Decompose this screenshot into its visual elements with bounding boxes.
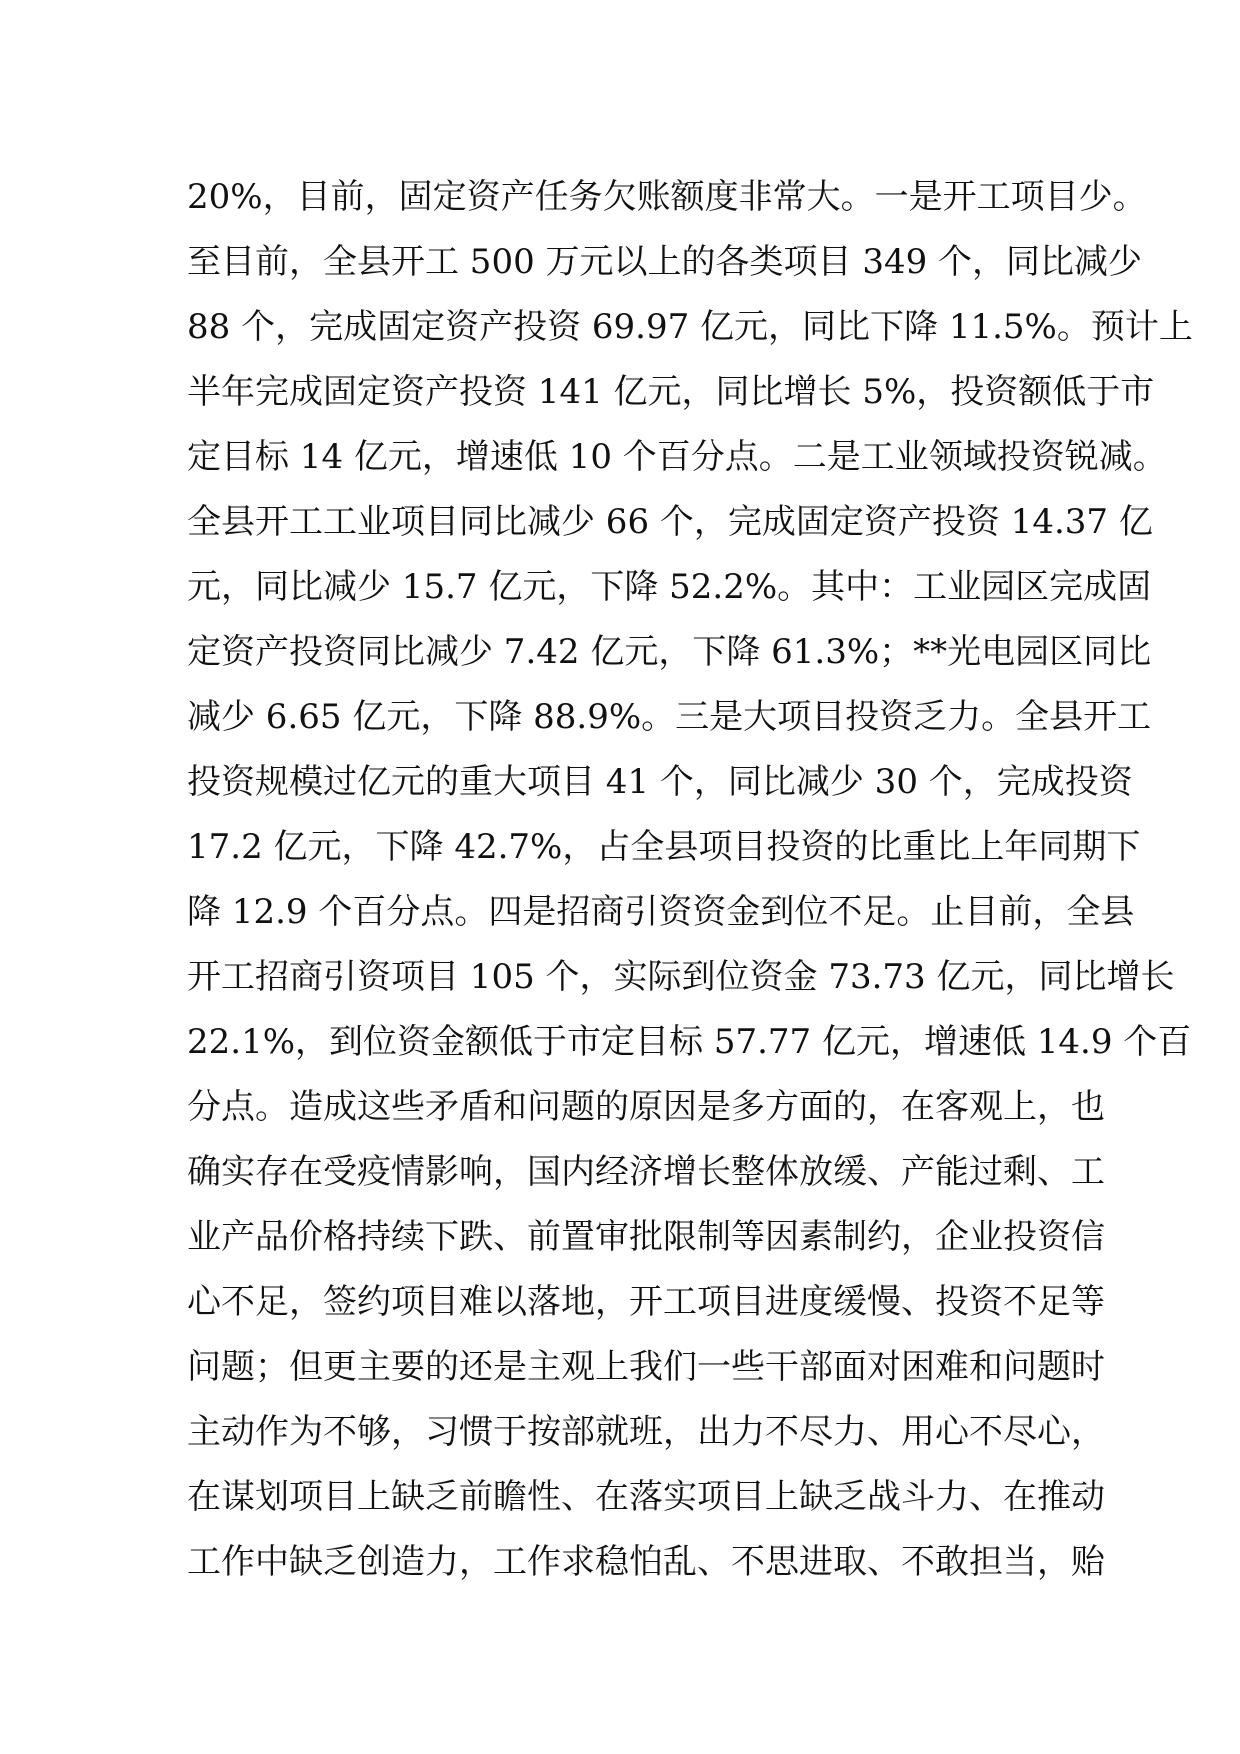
- text-line-3: 88 个，完成固定资产投资 69.97 亿元，同比下降 11.5%。预计上: [187, 307, 1193, 347]
- text-line-9: 减少 6.65 亿元，下降 88.9%。三是大项目投资乏力。全县开工: [187, 697, 1152, 737]
- text-line-4: 半年完成固定资产投资 141 亿元，同比增长 5%，投资额低于市: [187, 372, 1155, 412]
- text-line-2: 至目前，全县开工 500 万元以上的各类项目 349 个，同比减少: [187, 242, 1143, 282]
- text-line-17: 业产品价格持续下跌、前置审批限制等因素制约，企业投资信: [187, 1217, 1105, 1257]
- text-line-1: 20%，目前，固定资产任务欠账额度非常大。一是开工项目少。: [187, 177, 1147, 217]
- text-line-8: 定资产投资同比减少 7.42 亿元，下降 61.3%；**光电园区同比: [187, 632, 1152, 672]
- text-line-7: 元，同比减少 15.7 亿元，下降 52.2%。其中：工业园区完成固: [187, 567, 1152, 607]
- text-line-15: 分点。造成这些矛盾和问题的原因是多方面的，在客观上，也: [187, 1087, 1105, 1127]
- text-line-16: 确实存在受疫情影响，国内经济增长整体放缓、产能过剩、工: [187, 1152, 1105, 1192]
- text-line-11: 17.2 亿元，下降 42.7%，占全县项目投资的比重比上年同期下: [187, 827, 1141, 867]
- text-line-19: 问题；但更主要的还是主观上我们一些干部面对困难和问题时: [187, 1347, 1105, 1387]
- text-line-22: 工作中缺乏创造力，工作求稳怕乱、不思进取、不敢担当，贻: [187, 1542, 1105, 1582]
- text-line-5: 定目标 14 亿元，增速低 10 个百分点。二是工业领域投资锐减。: [187, 437, 1167, 477]
- text-line-21: 在谋划项目上缺乏前瞻性、在落实项目上缺乏战斗力、在推动: [187, 1477, 1105, 1517]
- body-text: [187, 165, 1193, 1595]
- text-line-6: 全县开工工业项目同比减少 66 个，完成固定资产投资 14.37 亿: [187, 502, 1153, 542]
- text-line-13: 开工招商引资项目 105 个，实际到位资金 73.73 亿元，同比增长: [187, 957, 1175, 997]
- text-line-20: 主动作为不够，习惯于按部就班，出力不尽力、用心不尽心，: [187, 1412, 1105, 1452]
- text-line-14: 22.1%，到位资金额低于市定目标 57.77 亿元，增速低 14.9 个百: [187, 1022, 1192, 1062]
- text-line-10: 投资规模过亿元的重大项目 41 个，同比减少 30 个，完成投资: [187, 762, 1133, 802]
- text-line-12: 降 12.9 个百分点。四是招商引资资金到位不足。止目前，全县: [187, 892, 1135, 932]
- text-line-18: 心不足，签约项目难以落地，开工项目进度缓慢、投资不足等: [187, 1282, 1105, 1322]
